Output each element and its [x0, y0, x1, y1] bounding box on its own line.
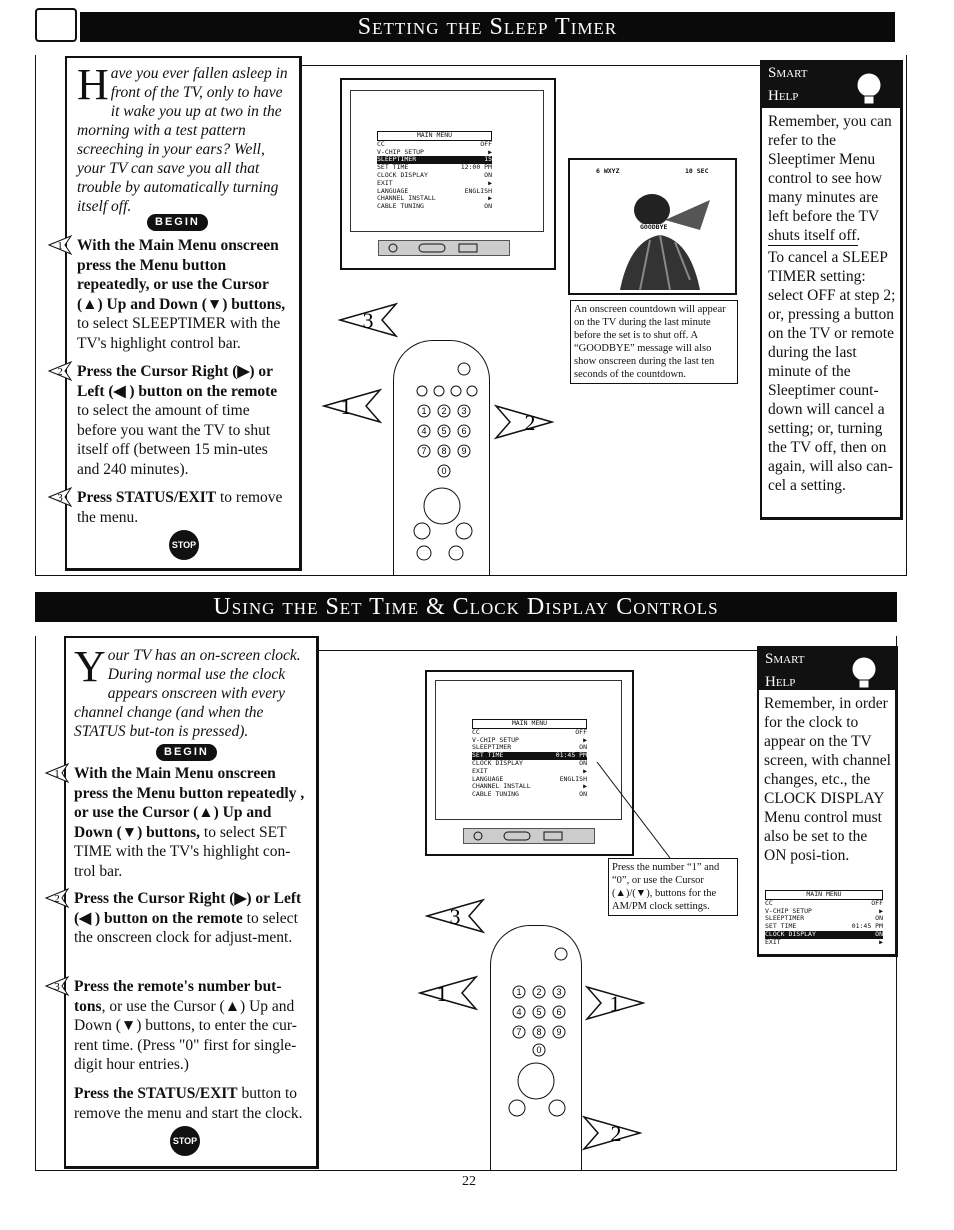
settime-menu [472, 719, 587, 799]
menu-item-label: SET TIME [472, 751, 504, 760]
section2-title: Using the Set Time & Clock Display Controls [35, 592, 897, 622]
menu-item [377, 203, 492, 211]
section2-step-2: 2 Press the Cursor Right (▶) or Left (◀ ) button on the remote to select the onscreen clock for adjust-ment. [74, 889, 310, 948]
menu-item-label: CHANNEL INSTALL [472, 782, 531, 791]
sleep-menu [377, 131, 492, 211]
svg-text:2: 2 [536, 987, 542, 997]
step-arrow-icon [47, 486, 73, 508]
remote-buttons-icon [491, 926, 581, 1171]
menu-item [765, 931, 883, 939]
svg-text:4: 4 [516, 1007, 522, 1017]
svg-text:0: 0 [441, 466, 447, 476]
menu-item-label: LANGUAGE [472, 774, 504, 783]
menu-item-value: ENGLISH [559, 774, 587, 783]
tv-buttons-icon [379, 241, 509, 255]
section2-top-rule [318, 650, 758, 651]
step-arrow-icon [47, 360, 73, 382]
hand-pointer-icon [585, 985, 645, 1021]
step-arrow-icon [44, 887, 70, 909]
smart-help-text-1: Remember, in order for the clock to appear on the TV screen, with channel changes, etc., the CLOCK DISPLAY Menu control must also be set to the ON posi-tion. [764, 695, 891, 864]
intro-dropcap: H [77, 60, 109, 109]
menu-item-value: ▶ [488, 194, 492, 203]
svg-text:6: 6 [556, 1007, 562, 1017]
callout-1-left [418, 975, 478, 1011]
svg-text:4: 4 [421, 426, 427, 436]
hand-pointer-icon [322, 388, 382, 424]
svg-text:5: 5 [536, 1007, 542, 1017]
section2-step-3: 3 Press the remote's number but-tons, or use the Cursor (▲) Up and Down (▼) buttons, to enter the cur-rent time. (Press "0" first for single-digit hour entries.) [74, 977, 310, 1075]
countdown-screen [568, 158, 737, 295]
goodbye-text: GOODBYE [640, 223, 668, 231]
menu-header: MAIN MENU [377, 131, 492, 141]
svg-text:9: 9 [461, 446, 467, 456]
svg-text:8: 8 [441, 446, 447, 456]
menu-item-label: SLEEPTIMER [765, 914, 805, 923]
menu-item-value: 01:45 PM [555, 751, 587, 760]
svg-text:3: 3 [556, 987, 562, 997]
section1-top-rule [300, 65, 760, 66]
svg-text:1: 1 [436, 981, 448, 1006]
section-icon-box [35, 8, 77, 42]
step-arrow-icon [44, 762, 70, 784]
smart-help-divider [768, 245, 858, 246]
callout-3 [425, 898, 485, 934]
menu-item-label: CLOCK DISPLAY [377, 170, 428, 179]
menu-item-value: ▶ [879, 906, 883, 915]
step-arrow-icon [47, 234, 73, 256]
svg-text:7: 7 [421, 446, 427, 456]
menu-header: MAIN MENU [765, 890, 883, 900]
svg-text:1: 1 [57, 240, 63, 252]
svg-text:7: 7 [516, 1027, 522, 1037]
menu-item-value: ▶ [879, 937, 883, 946]
smart-help-header: Smart Help [762, 62, 900, 108]
menu-item-label: CC [765, 898, 773, 907]
menu-item-label: SET TIME [765, 922, 797, 931]
page-number: 22 [462, 1174, 476, 1189]
smart-help-text-2: To cancel a SLEEP TIMER setting: select OFF at step 2; or, pressing a button on the TV or remote during the last minute of the Sleeptimer count-down will cancel a setting; or, turning the TV off, then on again, will also can-cel a setting. [768, 249, 896, 494]
svg-text:9: 9 [556, 1027, 562, 1037]
svg-text:2: 2 [57, 366, 63, 378]
stop-icon: STOP [169, 530, 199, 560]
menu-item-label: EXIT [377, 178, 393, 187]
section1-instructions [57, 56, 302, 571]
menu-item-value: ON [875, 914, 883, 923]
menu-item-label: SLEEPTIMER [472, 743, 512, 752]
section1-tv [340, 78, 556, 270]
tv-screen [435, 680, 622, 820]
menu-item-value: ▶ [583, 782, 587, 791]
svg-text:2: 2 [610, 1121, 622, 1146]
section2-step-1: 1 With the Main Menu onscreen press the Menu button repeatedly , or use the Cursor (▲) Up and Down (▼) buttons, to select SET TIME with the TV's highlight con-trol bar. [74, 764, 310, 881]
basketball-players-icon [590, 180, 715, 290]
smart-help-header: Smart Help [759, 648, 895, 690]
menu-item-label: CHANNEL INSTALL [377, 194, 436, 203]
menu-item-label: CABLE TUNING [472, 790, 519, 799]
section1-step-3: 3 Press STATUS/EXIT to remove the menu. [77, 488, 292, 527]
menu-header: MAIN MENU [472, 719, 587, 729]
svg-text:3: 3 [362, 308, 374, 333]
menu-item-value: OFF [480, 139, 492, 148]
svg-text:0: 0 [536, 1045, 542, 1055]
menu-item-value: OFF [575, 727, 587, 736]
menu-item-value: OFF [871, 898, 883, 907]
menu-item-value: ON [579, 743, 587, 752]
menu-item-label: CLOCK DISPLAY [472, 758, 523, 767]
menu-item-label: SLEEPTIMER [377, 155, 417, 164]
callout-1 [322, 388, 382, 424]
clockdisplay-menu [765, 890, 883, 947]
menu-item-label: V-CHIP SETUP [765, 906, 812, 915]
lightbulb-icon [854, 70, 884, 108]
menu-item-value: 01:45 PM [851, 922, 883, 931]
svg-text:3: 3 [57, 492, 63, 504]
menu-item-label: V-CHIP SETUP [377, 147, 424, 156]
tv-buttons-icon [464, 829, 594, 843]
section2-intro [74, 642, 308, 741]
svg-text:3: 3 [449, 904, 461, 929]
svg-text:5: 5 [441, 426, 447, 436]
smart-help-text-1: Remember, you can refer to the Sleeptimer Menu control to see how many minutes are left before the TV shuts itself off. [768, 113, 892, 244]
menu-item [472, 760, 587, 768]
svg-text:3: 3 [461, 406, 467, 416]
menu-item-label: CC [377, 139, 385, 148]
menu-item-value: ON [484, 202, 492, 211]
menu-item [765, 939, 883, 947]
callout-2 [494, 404, 554, 440]
countdown-channel: 6 WXYZ [596, 167, 620, 175]
svg-text:2: 2 [441, 406, 447, 416]
svg-text:2: 2 [524, 410, 536, 435]
hand-pointer-icon [338, 302, 398, 338]
intro-text: our TV has an on-screen clock. During normal use the clock appears onscreen with every channel change (and when the STATUS but-ton is pressed). [74, 647, 301, 740]
remote-buttons-icon [394, 341, 489, 576]
callout-2 [582, 1115, 642, 1151]
section1-intro [77, 60, 292, 216]
menu-item-label: EXIT [472, 766, 488, 775]
section2-final-step: Press the STATUS/EXIT button to remove the menu and start the clock. [74, 1085, 303, 1122]
menu-item-label: LANGUAGE [377, 186, 409, 195]
menu-item-value: ON [484, 170, 492, 179]
hand-pointer-icon [418, 975, 478, 1011]
svg-text:1: 1 [54, 768, 60, 780]
menu-item-label: CLOCK DISPLAY [765, 929, 816, 938]
svg-text:8: 8 [536, 1027, 542, 1037]
menu-item-label: CABLE TUNING [377, 202, 424, 211]
svg-text:1: 1 [421, 406, 427, 416]
tv-control-panel [378, 240, 510, 256]
tv-screen [350, 90, 544, 232]
menu-item-value: ENGLISH [464, 186, 492, 195]
menu-item-value: ON [579, 758, 587, 767]
callout-3 [338, 302, 398, 338]
section1-step-2: 2 Press the Cursor Right (▶) or Left (◀ ) button on the remote to select the amount of time before you want the TV to shut itself off (between 15 min-utes and 240 minutes). [77, 362, 292, 479]
countdown-caption: An onscreen countdown will appear on the TV during the last minute before the set is to shut off. A “GOODBYE” message will also show onscreen during the last ten seconds of the countdown. [570, 300, 738, 384]
menu-item-value: 12:00 PM [460, 163, 492, 172]
hand-pointer-icon [582, 1115, 642, 1151]
begin-badge: BEGIN [156, 742, 217, 761]
svg-text:1: 1 [609, 991, 621, 1016]
intro-text: ave you ever fallen asleep in front of the TV, only to have it wake you up at two in the morning with a test pattern screeching in your ears? Well, your TV can save you all that trouble by automatically turning itself off. [77, 65, 288, 215]
remote-control [393, 340, 490, 576]
lightbulb-icon [849, 654, 879, 692]
svg-text:6: 6 [461, 426, 467, 436]
begin-badge: BEGIN [147, 212, 208, 231]
svg-text:2: 2 [54, 893, 60, 905]
remote-control [490, 925, 582, 1171]
hand-pointer-icon [425, 898, 485, 934]
section1-title: Setting the Sleep Timer [80, 12, 895, 42]
callout-1-right [585, 985, 645, 1021]
step-arrow-icon [44, 975, 70, 997]
section2-smart-help [757, 646, 898, 957]
svg-text:1: 1 [516, 987, 522, 997]
section1-step-1: 1 With the Main Menu onscreen press the Menu button repeatedly, or use the Cursor (▲) Up and Down (▼) buttons, to select SLEEPTIMER with the TV's highlight control bar. [77, 236, 292, 353]
intro-dropcap: Y [74, 642, 106, 691]
tv-control-panel [463, 828, 595, 844]
menu-item-value: ▶ [488, 147, 492, 156]
hand-pointer-icon [494, 404, 554, 440]
menu-item-label: CC [472, 727, 480, 736]
svg-text:3: 3 [54, 981, 60, 993]
svg-text:1: 1 [340, 394, 352, 419]
pointer-line [595, 760, 675, 860]
settime-caption: Press the number “1” and “0”, or use the Cursor (▲)/(▼), buttons for the AM/PM clock settings. [608, 858, 738, 916]
menu-item-value: 15 [484, 155, 492, 164]
menu-item [472, 791, 587, 799]
menu-item-value: ON [579, 790, 587, 799]
countdown-seconds: 10 SEC [685, 167, 709, 175]
menu-item-value: ON [875, 929, 883, 938]
stop-icon: STOP [170, 1126, 200, 1156]
menu-item-value: ▶ [583, 735, 587, 744]
section1-smart-help [760, 60, 903, 520]
menu-item-label: V-CHIP SETUP [472, 735, 519, 744]
menu-item-label: EXIT [765, 937, 781, 946]
section2-instructions [54, 636, 319, 1169]
menu-item-value: ▶ [488, 178, 492, 187]
menu-item [377, 172, 492, 180]
menu-item-label: SET TIME [377, 163, 409, 172]
menu-item-value: ▶ [583, 766, 587, 775]
